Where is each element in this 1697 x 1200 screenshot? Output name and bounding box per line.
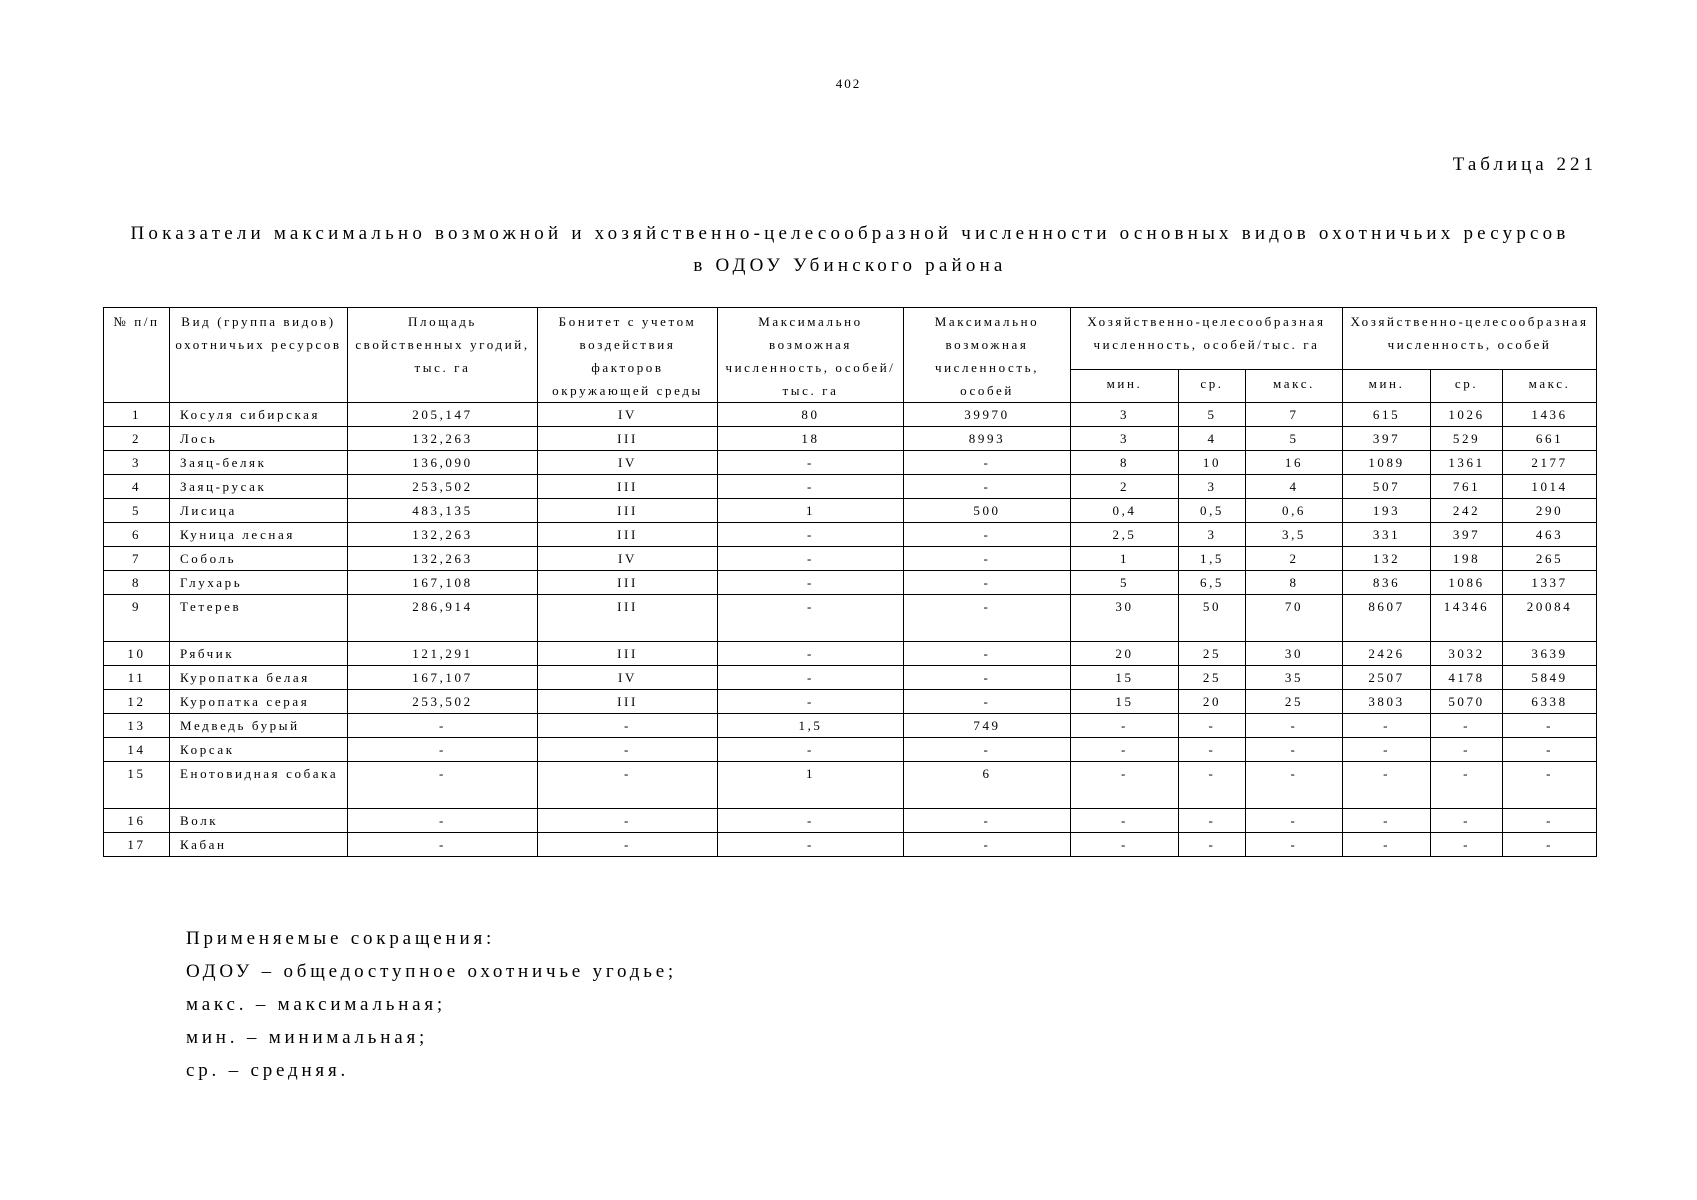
density-min: - [1071, 833, 1179, 857]
species-name: Заяц-беляк [170, 451, 348, 475]
area-value: - [348, 738, 538, 762]
bonitet-value: III [538, 571, 718, 595]
count-min: 397 [1343, 427, 1431, 451]
count-max: 5849 [1503, 666, 1597, 690]
area-value: - [348, 762, 538, 809]
header-max-density: Максимально возможная численность, особей/тыс. га [718, 308, 904, 403]
count-min: 507 [1343, 475, 1431, 499]
bonitet-value: III [538, 499, 718, 523]
area-value: 121,291 [348, 642, 538, 666]
density-max: 35 [1246, 666, 1343, 690]
bonitet-value: IV [538, 666, 718, 690]
density-max: 4 [1246, 475, 1343, 499]
max-density-value: - [718, 523, 904, 547]
count-avg: 198 [1431, 547, 1503, 571]
area-value: 132,263 [348, 427, 538, 451]
density-min: 15 [1071, 690, 1179, 714]
species-name: Тетерев [170, 595, 348, 642]
table-body [104, 403, 1597, 857]
bonitet-value: III [538, 595, 718, 642]
species-name: Соболь [170, 547, 348, 571]
bonitet-value: - [538, 809, 718, 833]
count-max: 3639 [1503, 642, 1597, 666]
count-min: 3803 [1343, 690, 1431, 714]
count-avg: 761 [1431, 475, 1503, 499]
count-min: 615 [1343, 403, 1431, 427]
count-min: 132 [1343, 547, 1431, 571]
density-max: 5 [1246, 427, 1343, 451]
count-avg: - [1431, 714, 1503, 738]
density-min: 8 [1071, 451, 1179, 475]
species-name: Куропатка серая [170, 690, 348, 714]
count-max: - [1503, 738, 1597, 762]
count-avg: 4178 [1431, 666, 1503, 690]
max-density-value: - [718, 738, 904, 762]
document-title [100, 218, 1600, 282]
max-density-value: - [718, 833, 904, 857]
max-density-value: 18 [718, 427, 904, 451]
bonitet-value: III [538, 427, 718, 451]
row-number: 10 [104, 642, 170, 666]
bonitet-value: IV [538, 403, 718, 427]
species-name: Куница лесная [170, 523, 348, 547]
row-number: 15 [104, 762, 170, 809]
abbreviation-item: макс. – максимальная; [186, 994, 447, 1015]
count-avg: 1361 [1431, 451, 1503, 475]
count-min: 2507 [1343, 666, 1431, 690]
header-num: № п/п [104, 308, 170, 403]
abbreviation-item: ср. – средняя. [186, 1060, 350, 1081]
density-max: - [1246, 738, 1343, 762]
density-min: 2,5 [1071, 523, 1179, 547]
header-species: Вид (группа видов) охотничьих ресурсов [170, 308, 348, 403]
max-density-value: - [718, 690, 904, 714]
count-max: 265 [1503, 547, 1597, 571]
species-name: Енотовидная собака [170, 762, 348, 809]
max-density-value: - [718, 666, 904, 690]
abbreviations-block [186, 922, 677, 1087]
header-count-avg: ср. [1431, 370, 1503, 403]
count-min: 193 [1343, 499, 1431, 523]
density-avg: 50 [1179, 595, 1246, 642]
max-count-value: - [904, 690, 1071, 714]
area-value: 205,147 [348, 403, 538, 427]
bonitet-value: III [538, 523, 718, 547]
count-avg: - [1431, 738, 1503, 762]
density-min: - [1071, 809, 1179, 833]
count-avg: 3032 [1431, 642, 1503, 666]
header-area: Площадь свойственных угодий, тыс. га [348, 308, 538, 403]
density-min: - [1071, 714, 1179, 738]
species-name: Заяц-русак [170, 475, 348, 499]
header-bonitet: Бонитет с учетом воздействия факторов окружающей среды [538, 308, 718, 403]
count-max: - [1503, 809, 1597, 833]
density-max: 8 [1246, 571, 1343, 595]
count-max: 20084 [1503, 595, 1597, 642]
species-name: Глухарь [170, 571, 348, 595]
area-value: - [348, 809, 538, 833]
density-max: 7 [1246, 403, 1343, 427]
row-number: 9 [104, 595, 170, 642]
count-max: 1014 [1503, 475, 1597, 499]
table-row [104, 547, 1597, 571]
density-min: 5 [1071, 571, 1179, 595]
table-row [104, 833, 1597, 857]
species-name: Медведь бурый [170, 714, 348, 738]
row-number: 14 [104, 738, 170, 762]
table-row [104, 523, 1597, 547]
max-count-value: - [904, 523, 1071, 547]
area-value: - [348, 833, 538, 857]
count-max: - [1503, 833, 1597, 857]
header-density-max: макс. [1246, 370, 1343, 403]
area-value: 132,263 [348, 523, 538, 547]
max-density-value: 80 [718, 403, 904, 427]
density-max: 30 [1246, 642, 1343, 666]
count-avg: 5070 [1431, 690, 1503, 714]
count-avg: 14346 [1431, 595, 1503, 642]
max-density-value: 1 [718, 762, 904, 809]
species-name: Кабан [170, 833, 348, 857]
density-min: 1 [1071, 547, 1179, 571]
count-avg: - [1431, 833, 1503, 857]
abbreviation-item: ОДОУ – общедоступное охотничье угодье; [186, 961, 678, 982]
max-density-value: 1,5 [718, 714, 904, 738]
density-min: 20 [1071, 642, 1179, 666]
area-value: 167,108 [348, 571, 538, 595]
count-avg: 1026 [1431, 403, 1503, 427]
count-min: 1089 [1343, 451, 1431, 475]
density-max: - [1246, 833, 1343, 857]
density-avg: 20 [1179, 690, 1246, 714]
density-avg: 25 [1179, 642, 1246, 666]
density-avg: 4 [1179, 427, 1246, 451]
table-row [104, 738, 1597, 762]
max-count-value: - [904, 595, 1071, 642]
density-avg: 0,5 [1179, 499, 1246, 523]
density-min: 3 [1071, 427, 1179, 451]
species-name: Волк [170, 809, 348, 833]
max-count-value: - [904, 666, 1071, 690]
count-max: - [1503, 714, 1597, 738]
row-number: 7 [104, 547, 170, 571]
count-avg: 397 [1431, 523, 1503, 547]
area-value: 132,263 [348, 547, 538, 571]
row-number: 16 [104, 809, 170, 833]
count-min: - [1343, 833, 1431, 857]
count-avg: 242 [1431, 499, 1503, 523]
table-row [104, 809, 1597, 833]
density-min: 15 [1071, 666, 1179, 690]
count-min: 8607 [1343, 595, 1431, 642]
table-row [104, 690, 1597, 714]
table-row [104, 427, 1597, 451]
row-number: 5 [104, 499, 170, 523]
page-number: 402 [835, 76, 862, 91]
max-count-value: - [904, 547, 1071, 571]
density-min: 2 [1071, 475, 1179, 499]
max-count-value: 749 [904, 714, 1071, 738]
max-density-value: - [718, 547, 904, 571]
count-avg: - [1431, 809, 1503, 833]
count-min: - [1343, 762, 1431, 809]
header-count-max: макс. [1503, 370, 1597, 403]
count-max: 6338 [1503, 690, 1597, 714]
row-number: 2 [104, 427, 170, 451]
density-min: - [1071, 738, 1179, 762]
table-row [104, 714, 1597, 738]
row-number: 8 [104, 571, 170, 595]
header-eco-count: Хозяйственно-целесообразная численность, особей [1343, 308, 1597, 370]
max-density-value: - [718, 475, 904, 499]
data-table [103, 307, 1597, 857]
table-row [104, 403, 1597, 427]
density-max: - [1246, 809, 1343, 833]
area-value: 253,502 [348, 475, 538, 499]
count-avg: 529 [1431, 427, 1503, 451]
species-name: Рябчик [170, 642, 348, 666]
row-number: 1 [104, 403, 170, 427]
density-max: 70 [1246, 595, 1343, 642]
title-line-1: Показатели максимально возможной и хозяйственно-целесообразной численности основных видов охотничьих ресурсов [130, 223, 1570, 244]
count-max: 463 [1503, 523, 1597, 547]
table-row [104, 571, 1597, 595]
count-max: - [1503, 762, 1597, 809]
density-avg: - [1179, 762, 1246, 809]
bonitet-value: III [538, 642, 718, 666]
species-name: Лисица [170, 499, 348, 523]
area-value: 253,502 [348, 690, 538, 714]
count-min: - [1343, 714, 1431, 738]
title-line-2: в ОДОУ Убинского района [693, 255, 1007, 276]
table-row [104, 499, 1597, 523]
density-avg: - [1179, 738, 1246, 762]
area-value: 167,107 [348, 666, 538, 690]
count-max: 661 [1503, 427, 1597, 451]
max-count-value: - [904, 738, 1071, 762]
count-max: 290 [1503, 499, 1597, 523]
max-density-value: 1 [718, 499, 904, 523]
density-max: 25 [1246, 690, 1343, 714]
density-avg: 3 [1179, 523, 1246, 547]
max-count-value: 6 [904, 762, 1071, 809]
abbreviations-heading: Применяемые сокращения: [186, 928, 496, 949]
area-value: - [348, 714, 538, 738]
max-count-value: - [904, 451, 1071, 475]
header-row-1 [104, 308, 1597, 370]
row-number: 17 [104, 833, 170, 857]
table-row [104, 475, 1597, 499]
row-number: 4 [104, 475, 170, 499]
row-number: 12 [104, 690, 170, 714]
max-count-value: 39970 [904, 403, 1071, 427]
table-row [104, 762, 1597, 809]
header-count-min: мин. [1343, 370, 1431, 403]
area-value: 483,135 [348, 499, 538, 523]
row-number: 3 [104, 451, 170, 475]
header-max-count: Максимально возможная численность, особей [904, 308, 1071, 403]
density-avg: 6,5 [1179, 571, 1246, 595]
count-min: 2426 [1343, 642, 1431, 666]
density-min: 30 [1071, 595, 1179, 642]
count-max: 1436 [1503, 403, 1597, 427]
bonitet-value: - [538, 714, 718, 738]
bonitet-value: IV [538, 451, 718, 475]
species-name: Лось [170, 427, 348, 451]
max-count-value: - [904, 475, 1071, 499]
density-avg: 3 [1179, 475, 1246, 499]
density-avg: - [1179, 833, 1246, 857]
max-count-value: - [904, 642, 1071, 666]
count-min: 836 [1343, 571, 1431, 595]
density-min: 3 [1071, 403, 1179, 427]
count-min: - [1343, 738, 1431, 762]
table-row [104, 642, 1597, 666]
row-number: 6 [104, 523, 170, 547]
species-name: Куропатка белая [170, 666, 348, 690]
header-eco-density: Хозяйственно-целесообразная численность, особей/тыс. га [1071, 308, 1343, 370]
area-value: 286,914 [348, 595, 538, 642]
bonitet-value: - [538, 738, 718, 762]
abbreviation-item: мин. – минимальная; [186, 1027, 429, 1048]
max-count-value: - [904, 809, 1071, 833]
table-row [104, 666, 1597, 690]
max-density-value: - [718, 642, 904, 666]
bonitet-value: III [538, 475, 718, 499]
bonitet-value: - [538, 833, 718, 857]
density-max: - [1246, 714, 1343, 738]
bonitet-value: IV [538, 547, 718, 571]
row-number: 11 [104, 666, 170, 690]
count-max: 1337 [1503, 571, 1597, 595]
count-avg: 1086 [1431, 571, 1503, 595]
max-count-value: 500 [904, 499, 1071, 523]
max-density-value: - [718, 595, 904, 642]
count-min: - [1343, 809, 1431, 833]
density-min: - [1071, 762, 1179, 809]
density-max: 16 [1246, 451, 1343, 475]
density-avg: 1,5 [1179, 547, 1246, 571]
density-avg: - [1179, 809, 1246, 833]
max-count-value: - [904, 571, 1071, 595]
table-row [104, 595, 1597, 642]
density-avg: 25 [1179, 666, 1246, 690]
row-number: 13 [104, 714, 170, 738]
density-avg: 5 [1179, 403, 1246, 427]
density-max: 0,6 [1246, 499, 1343, 523]
table-caption: Таблица 221 [1452, 154, 1597, 175]
count-min: 331 [1343, 523, 1431, 547]
density-avg: 10 [1179, 451, 1246, 475]
header-density-avg: ср. [1179, 370, 1246, 403]
species-name: Корсак [170, 738, 348, 762]
bonitet-value: - [538, 762, 718, 809]
max-density-value: - [718, 571, 904, 595]
species-name: Косуля сибирская [170, 403, 348, 427]
density-max: 3,5 [1246, 523, 1343, 547]
max-density-value: - [718, 451, 904, 475]
bonitet-value: III [538, 690, 718, 714]
density-max: 2 [1246, 547, 1343, 571]
count-max: 2177 [1503, 451, 1597, 475]
density-max: - [1246, 762, 1343, 809]
header-density-min: мин. [1071, 370, 1179, 403]
density-min: 0,4 [1071, 499, 1179, 523]
table-row [104, 451, 1597, 475]
density-avg: - [1179, 714, 1246, 738]
count-avg: - [1431, 762, 1503, 809]
area-value: 136,090 [348, 451, 538, 475]
max-density-value: - [718, 809, 904, 833]
max-count-value: 8993 [904, 427, 1071, 451]
max-count-value: - [904, 833, 1071, 857]
